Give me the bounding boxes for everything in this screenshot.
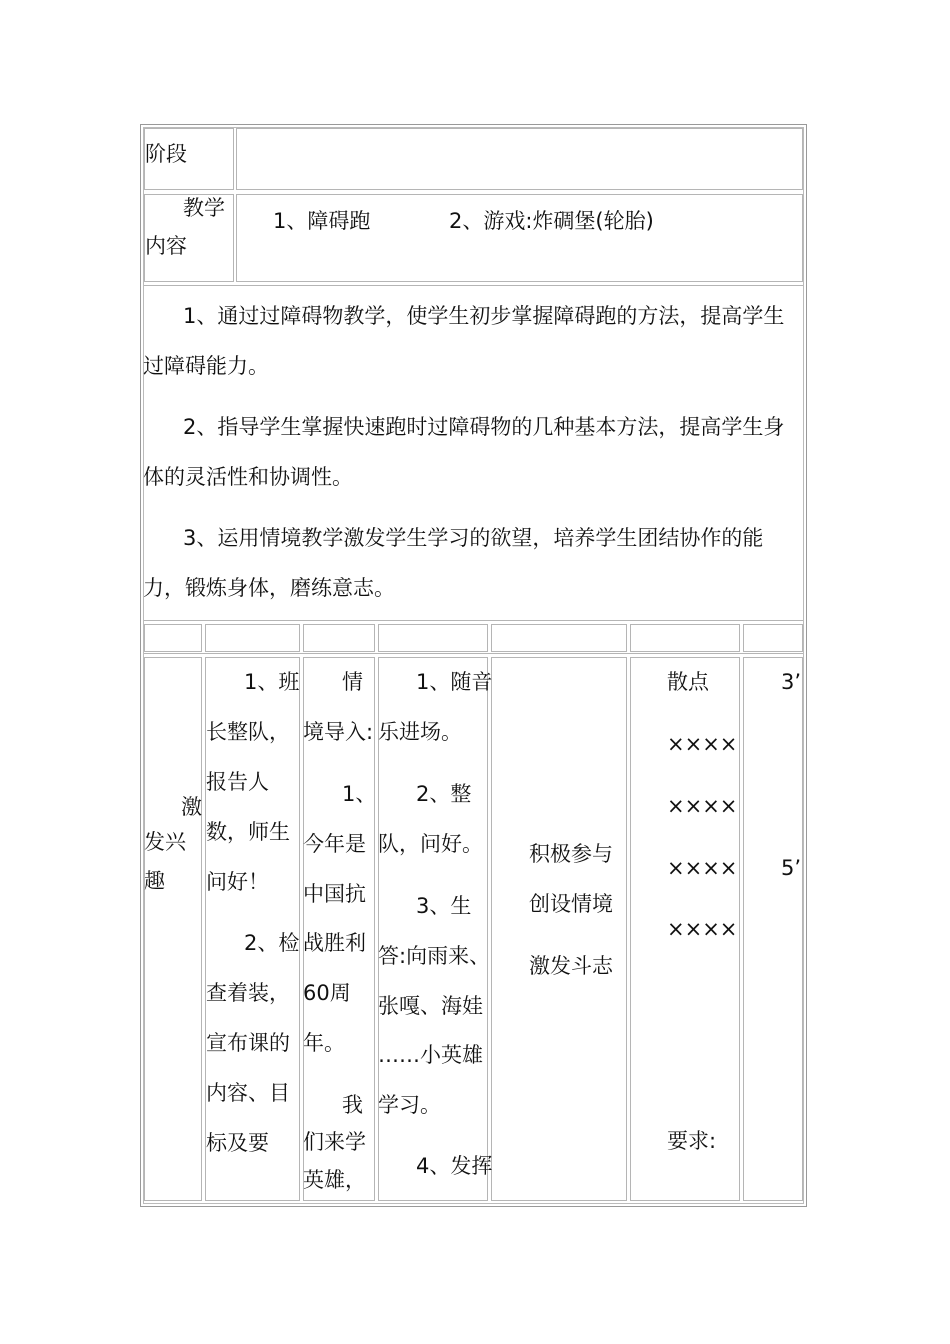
objective-3-line1: 3、运用情境教学激发学生学习的欲望，培养学生团结协作的能 xyxy=(183,526,764,550)
stage-text-3: 趣 xyxy=(144,869,165,893)
situation-line: 1、 xyxy=(342,782,377,806)
process-header-cell-1 xyxy=(144,624,202,652)
situation-line: 英雄， xyxy=(303,1168,366,1192)
formation-row: ×××× xyxy=(667,856,738,880)
intent-cell xyxy=(491,657,627,1201)
teacher-line: 宣布课的 xyxy=(206,1031,290,1055)
intent-line: 积极参与 xyxy=(529,842,613,866)
stage-value-cell xyxy=(236,128,803,190)
situation-line: 们来学 xyxy=(303,1130,366,1154)
intent-line: 激发斗志 xyxy=(529,954,613,978)
process-header-bottom xyxy=(144,653,803,654)
content-label-line1: 教学 xyxy=(183,196,225,220)
objective-1-line1: 1、通过过障碍物教学，使学生初步掌握障碍跑的方法，提高学生 xyxy=(183,304,785,328)
situation-line: 情 xyxy=(342,670,363,694)
formation-row: ×××× xyxy=(667,732,738,756)
student-line: 乐进场。 xyxy=(378,720,462,744)
student-line: 2、整 xyxy=(416,782,472,806)
formation-row: ×××× xyxy=(667,917,738,941)
intent-line: 创设情境 xyxy=(529,892,613,916)
objective-2-line1: 2、指导学生掌握快速跑时过障碍物的几种基本方法，提高学生身 xyxy=(183,415,785,439)
formation-title: 散点 xyxy=(667,670,709,694)
situation-line: 年。 xyxy=(303,1031,345,1055)
formation-requirement: 要求: xyxy=(667,1129,717,1153)
content-item-2: 2、游戏:炸碉堡(轮胎) xyxy=(449,209,654,233)
objective-1-line2: 过障碍能力。 xyxy=(143,354,269,378)
situation-line: 今年是 xyxy=(303,832,366,856)
teacher-line: 问好！ xyxy=(206,870,269,894)
process-header-cell-6 xyxy=(630,624,740,652)
teacher-line: 数，师生 xyxy=(206,820,290,844)
student-line: 张嘎、海娃 xyxy=(378,994,483,1018)
process-header-cell-4 xyxy=(378,624,488,652)
teacher-line: 1、班 xyxy=(244,670,300,694)
stage-text-1: 激 xyxy=(181,795,202,819)
student-line: ……小英雄 xyxy=(378,1043,483,1067)
teacher-line: 报告人 xyxy=(206,770,269,794)
teacher-line: 长整队， xyxy=(206,720,290,744)
student-line: 4、发挥 xyxy=(416,1154,493,1178)
teacher-line: 标及要 xyxy=(206,1131,269,1155)
situation-line: 境导入: xyxy=(303,720,374,744)
situation-line: 60周 xyxy=(303,981,351,1005)
objective-3-line2: 力，锻炼身体，磨练意志。 xyxy=(143,576,395,600)
student-line: 1、随音 xyxy=(416,670,493,694)
student-line: 学习。 xyxy=(378,1093,441,1117)
objectives-top-border xyxy=(144,285,803,286)
time-value: 5’ xyxy=(781,856,802,880)
process-header-cell-7 xyxy=(743,624,803,652)
time-cell xyxy=(743,657,803,1201)
time-value: 3’ xyxy=(781,670,802,694)
situation-line: 我 xyxy=(342,1093,363,1117)
stage-label: 阶段 xyxy=(145,142,187,166)
stage-text-2: 发兴 xyxy=(144,830,186,854)
formation-row: ×××× xyxy=(667,794,738,818)
process-header-cell-2 xyxy=(205,624,300,652)
teacher-line: 查着装， xyxy=(206,981,290,1005)
content-label-line2: 内容 xyxy=(145,234,187,258)
student-line: 答:向雨来、 xyxy=(378,944,491,968)
situation-line: 战胜利 xyxy=(303,931,366,955)
situation-line: 中国抗 xyxy=(303,882,366,906)
process-header-cell-5 xyxy=(491,624,627,652)
teacher-line: 内容、目 xyxy=(206,1081,290,1105)
content-item-1: 1、障碍跑 xyxy=(273,209,371,233)
teacher-line: 2、检 xyxy=(244,931,300,955)
objective-2-line2: 体的灵活性和协调性。 xyxy=(143,465,353,489)
student-line: 队，问好。 xyxy=(378,832,483,856)
stage-cell xyxy=(144,657,202,1201)
process-header-cell-3 xyxy=(303,624,375,652)
student-line: 3、生 xyxy=(416,894,472,918)
process-header-top xyxy=(144,620,803,621)
